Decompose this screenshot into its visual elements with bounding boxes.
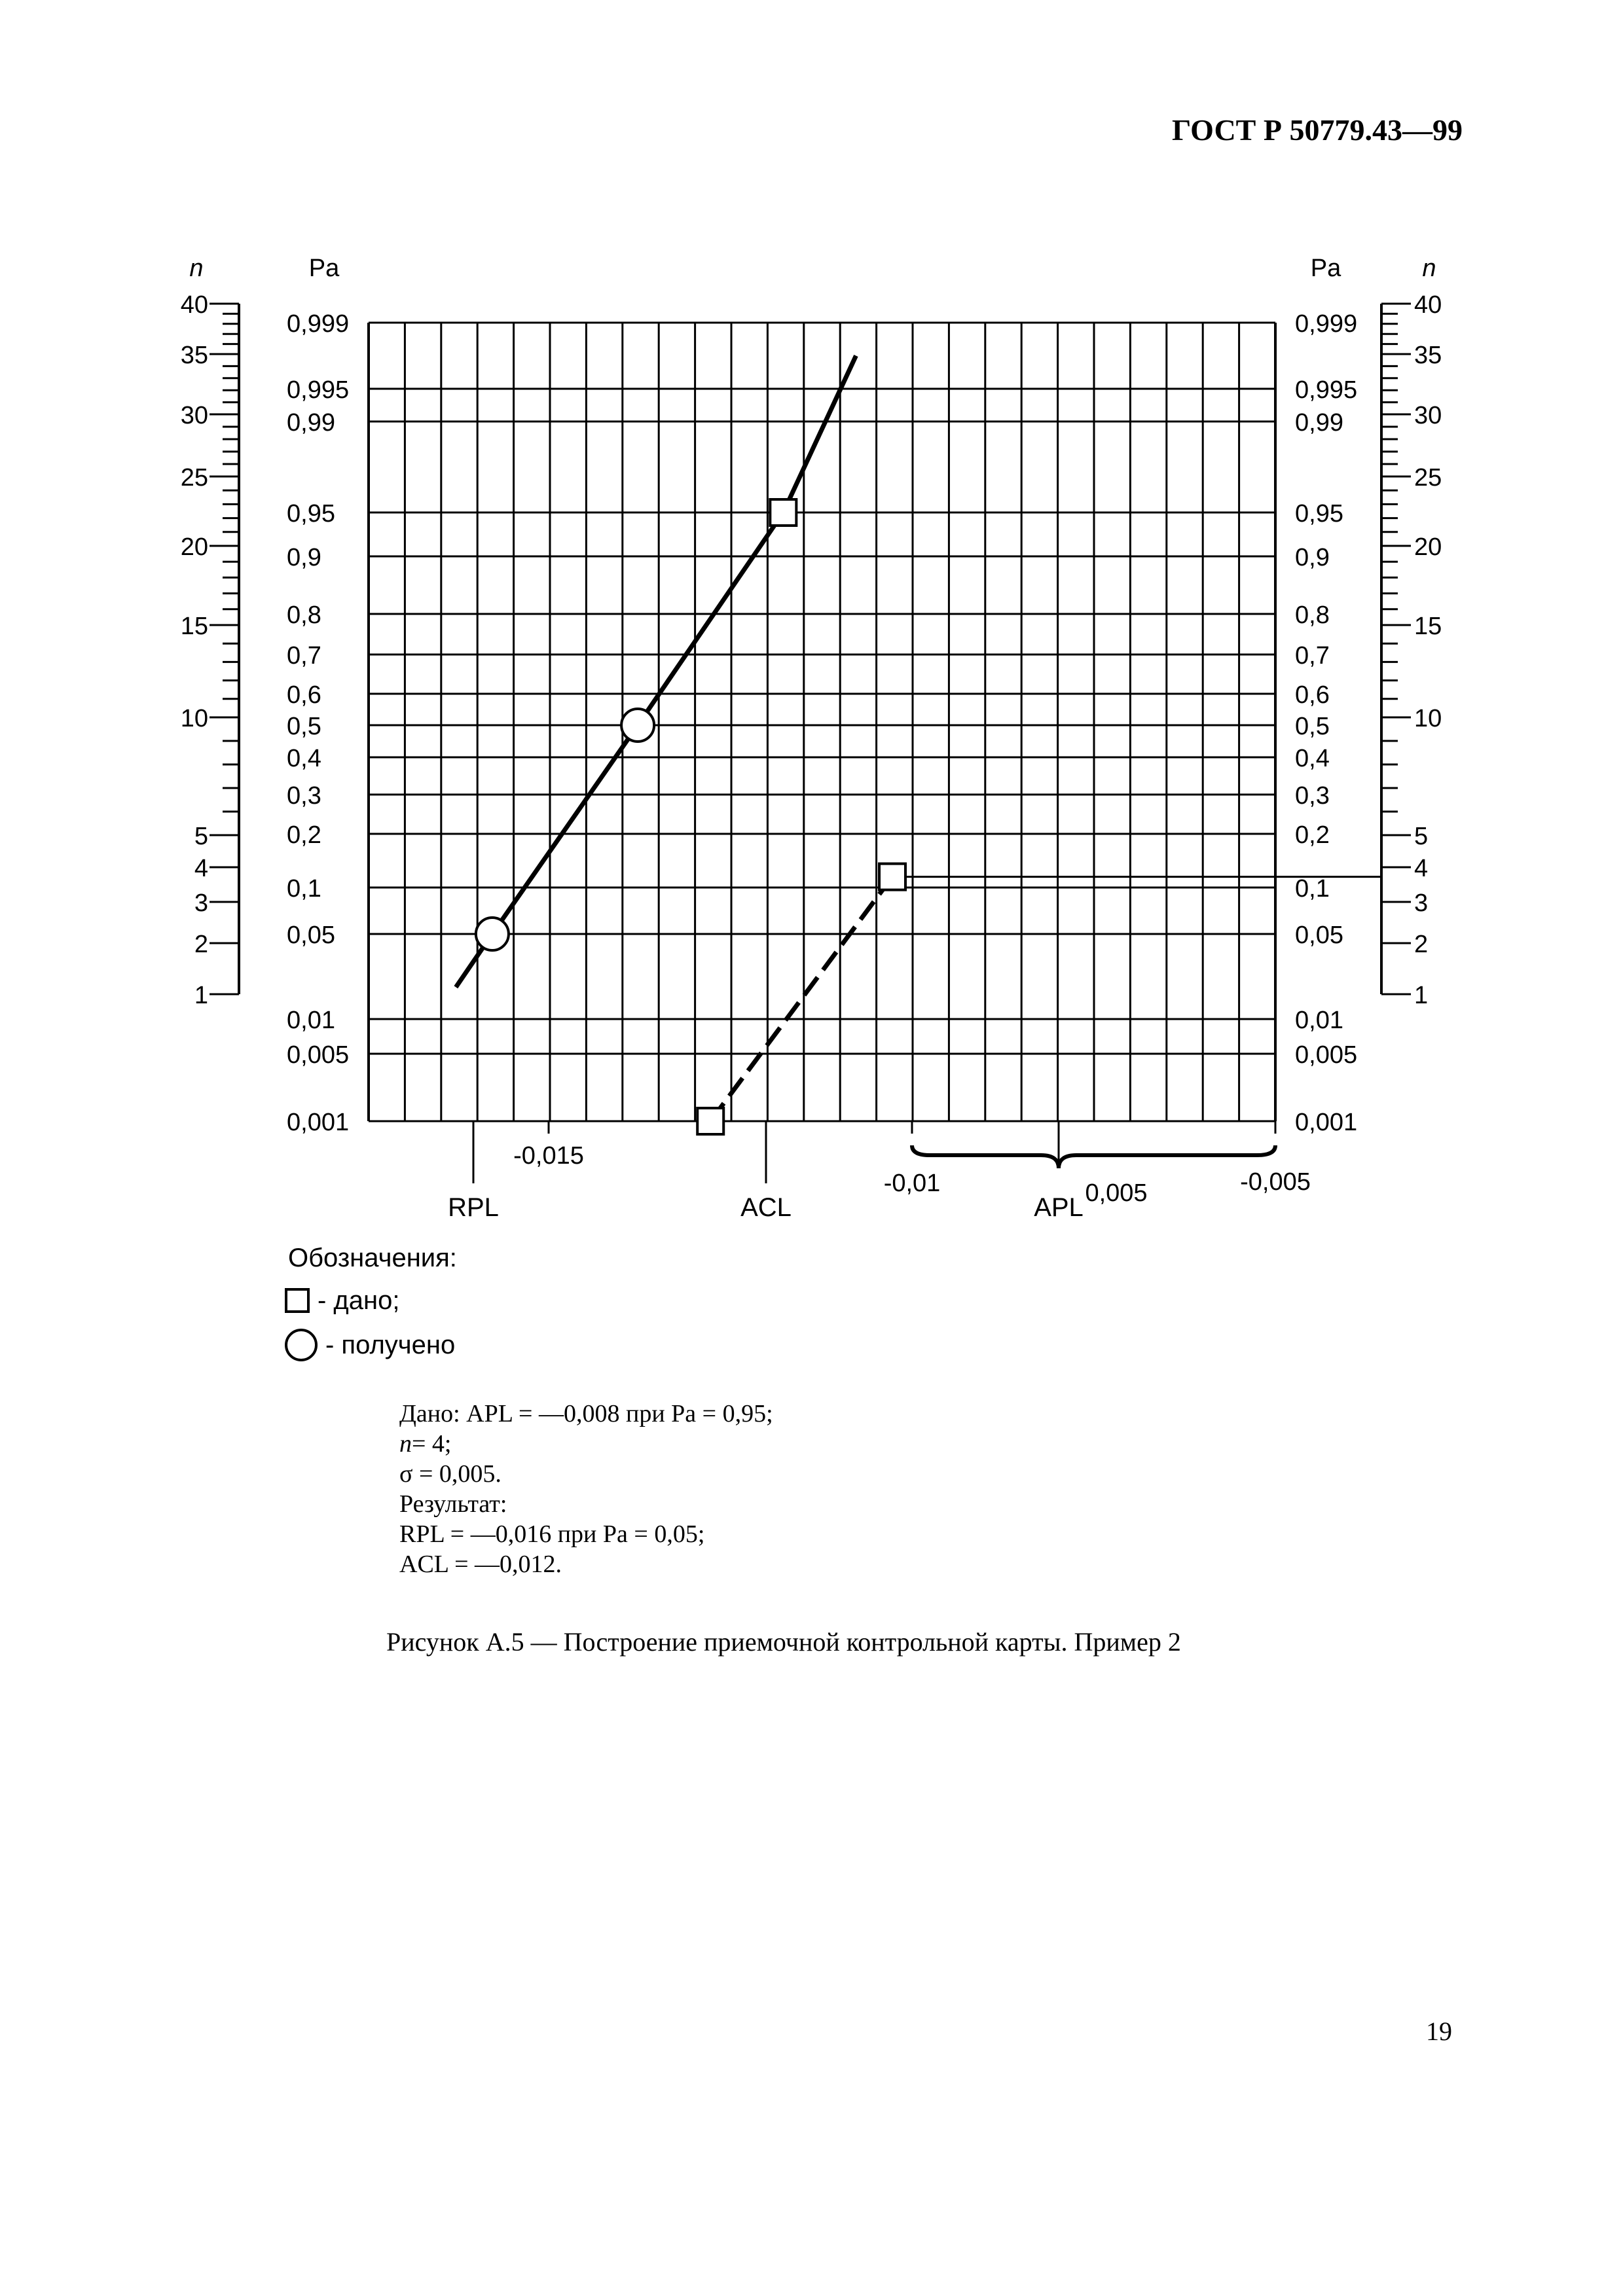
n-tick-label-left: 15 <box>180 613 208 640</box>
pa-tick-label-left: 0,9 <box>287 544 321 571</box>
pa-tick-label-right: 0,6 <box>1295 681 1330 709</box>
pa-tick-label-right: 0,2 <box>1295 821 1330 849</box>
pa-tick-label-left: 0,001 <box>287 1109 350 1136</box>
given-n-symbol: n <box>399 1430 412 1458</box>
n-tick-label-right: 20 <box>1414 533 1442 561</box>
acl-label: ACL <box>740 1193 792 1222</box>
n-tick-label-left: 2 <box>194 931 208 958</box>
x-tick-label-4: -0,005 <box>1240 1168 1311 1196</box>
pa-tick-label-left: 0,6 <box>287 681 321 709</box>
pa-tick-label-left: 0,8 <box>287 601 321 629</box>
legend-given <box>285 1284 399 1317</box>
n-tick-label-right: 3 <box>1414 889 1429 917</box>
x-tick-label-3: 0,005 <box>1085 1179 1148 1207</box>
legend-given-label: - дано; <box>318 1285 400 1315</box>
x-tick-label-2: -0,01 <box>883 1170 941 1197</box>
given-line-3: σ = 0,005. <box>399 1460 501 1488</box>
pa-tick-label-right: 0,999 <box>1295 310 1358 338</box>
left-pa-axis-label: Pa <box>308 255 340 282</box>
given-square-marker <box>697 1108 723 1134</box>
pa-tick-label-right: 0,5 <box>1295 713 1330 740</box>
pa-tick-label-right: 0,8 <box>1295 601 1330 629</box>
pa-tick-label-right: 0,99 <box>1295 409 1343 437</box>
n-tick-label-left: 25 <box>180 464 208 492</box>
sigma-brace <box>912 1145 1275 1168</box>
circle-marker-icon <box>285 1329 318 1361</box>
n-tick-label-right: 10 <box>1414 705 1442 732</box>
n-tick-label-left: 35 <box>180 342 208 369</box>
pa-tick-label-right: 0,4 <box>1295 745 1330 772</box>
legend-obtained <box>285 1329 455 1361</box>
pa-tick-label-right: 0,95 <box>1295 500 1343 528</box>
n-tick-label-left: 10 <box>180 705 208 732</box>
x-tick-label-1: -0,015 <box>513 1142 584 1170</box>
page-number: 19 <box>1426 2017 1452 2046</box>
given-line-6: ACL = —0,012. <box>399 1551 562 1578</box>
apl-label: APL <box>1034 1193 1084 1222</box>
pa-tick-label-left: 0,2 <box>287 821 321 849</box>
given-line-4: Результат: <box>399 1490 507 1518</box>
pa-tick-label-right: 0,995 <box>1295 376 1358 404</box>
given-line-2 <box>399 1429 773 1459</box>
n-tick-label-right: 25 <box>1414 464 1442 492</box>
figure-caption: Рисунок А.5 — Построение приемочной контрольной карты. Пример 2 <box>386 1627 1181 1657</box>
pa-tick-label-left: 0,01 <box>287 1007 335 1034</box>
dashed-series-line <box>710 877 892 1121</box>
n-tick-label-right: 30 <box>1414 402 1442 429</box>
right-n-axis-label: n <box>1422 255 1436 282</box>
obtained-circle-marker <box>476 918 509 950</box>
pa-tick-label-left: 0,99 <box>287 409 335 437</box>
pa-tick-label-left: 0,05 <box>287 922 335 949</box>
legend-obtained-label: - получено <box>325 1330 456 1359</box>
pa-tick-label-left: 0,005 <box>287 1041 350 1069</box>
given-line-1: Дано: APL = —0,008 при Pa = 0,95; <box>399 1400 773 1427</box>
obtained-circle-marker <box>621 709 654 742</box>
pa-tick-label-right: 0,05 <box>1295 922 1343 949</box>
given-square-marker <box>770 499 796 526</box>
given-square-marker <box>879 864 905 890</box>
pa-tick-label-right: 0,001 <box>1295 1109 1358 1136</box>
pa-tick-label-right: 0,005 <box>1295 1041 1358 1069</box>
n-tick-label-left: 4 <box>194 855 208 882</box>
left-n-axis-label: n <box>189 255 204 282</box>
document-code: ГОСТ Р 50779.43—99 <box>1172 113 1463 147</box>
n-scale-right <box>1381 291 1442 1009</box>
n-tick-label-right: 5 <box>1414 823 1429 850</box>
pa-tick-label-left: 0,5 <box>287 713 321 740</box>
n-tick-label-right: 35 <box>1414 342 1442 369</box>
pa-tick-label-right: 0,7 <box>1295 642 1330 670</box>
right-pa-axis-label: Pa <box>1310 255 1341 282</box>
n-tick-label-left: 20 <box>180 533 208 561</box>
pa-tick-label-left: 0,95 <box>287 500 335 528</box>
n-tick-label-left: 3 <box>194 889 208 917</box>
n-tick-label-right: 1 <box>1414 982 1429 1009</box>
chart-axis-labels <box>189 255 1436 1222</box>
pa-tick-label-right: 0,01 <box>1295 1007 1343 1034</box>
n-tick-label-right: 2 <box>1414 931 1429 958</box>
pa-tick-label-left: 0,1 <box>287 875 321 903</box>
square-marker-icon <box>285 1288 310 1313</box>
n-tick-label-left: 1 <box>194 982 208 1009</box>
n-tick-label-left: 30 <box>180 402 208 429</box>
n-tick-label-right: 4 <box>1414 855 1429 882</box>
pa-tick-label-left: 0,4 <box>287 745 321 772</box>
n-tick-label-left: 5 <box>194 823 208 850</box>
given-data-block <box>399 1399 773 1579</box>
n-tick-label-left: 40 <box>180 291 208 319</box>
legend-title: Обозначения: <box>288 1244 457 1272</box>
given-n-value: = 4; <box>412 1430 452 1458</box>
pa-tick-label-right: 0,9 <box>1295 544 1330 571</box>
given-line-5: RPL = —0,016 при Pa = 0,05; <box>399 1520 705 1548</box>
pa-tick-label-left: 0,3 <box>287 782 321 810</box>
chart-series <box>456 356 1381 1122</box>
n-tick-label-right: 15 <box>1414 613 1442 640</box>
n-tick-label-right: 40 <box>1414 291 1442 319</box>
pa-tick-label-right: 0,1 <box>1295 875 1330 903</box>
pa-tick-label-left: 0,995 <box>287 376 350 404</box>
solid-series-line <box>456 356 856 988</box>
pa-tick-label-left: 0,7 <box>287 642 321 670</box>
pa-tick-label-right: 0,3 <box>1295 782 1330 810</box>
pa-tick-label-left: 0,999 <box>287 310 350 338</box>
n-scale-left <box>181 291 239 1009</box>
rpl-label: RPL <box>448 1193 499 1222</box>
